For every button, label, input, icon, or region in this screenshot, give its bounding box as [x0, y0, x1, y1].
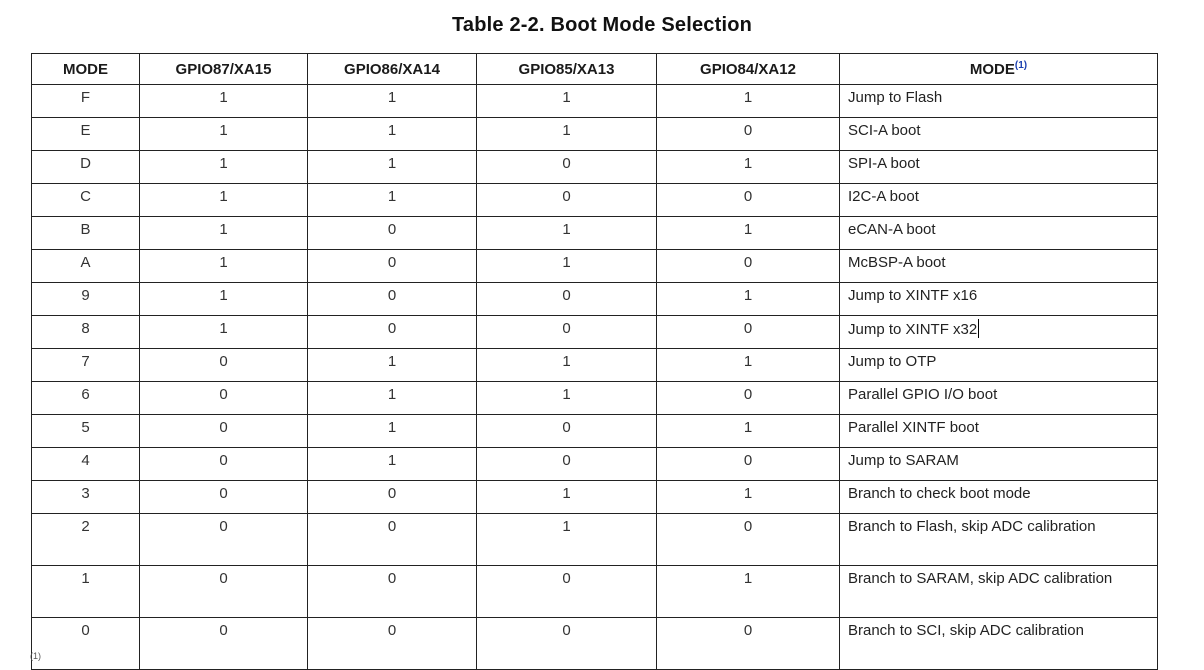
footnote-ref-link[interactable]: (1) — [1014, 59, 1028, 71]
table-row — [32, 349, 1158, 382]
cell-mode: 5 — [32, 415, 140, 448]
cell-gpio87: 1 — [140, 250, 308, 283]
cell-mode-description: Parallel XINTF boot — [840, 415, 1158, 448]
cell-mode: 3 — [32, 481, 140, 514]
cell-gpio87: 1 — [140, 283, 308, 316]
cell-gpio86: 0 — [308, 618, 477, 670]
cell-mode: 8 — [32, 316, 140, 349]
cell-mode: 1 — [32, 566, 140, 618]
cell-gpio85: 0 — [477, 184, 657, 217]
table-row — [32, 481, 1158, 514]
table-row — [32, 151, 1158, 184]
table-row — [32, 316, 1158, 349]
cell-gpio85: 1 — [477, 118, 657, 151]
cell-mode: D — [32, 151, 140, 184]
cell-gpio86: 1 — [308, 184, 477, 217]
cell-mode-description: Parallel GPIO I/O boot — [840, 382, 1158, 415]
cell-gpio84: 1 — [657, 415, 840, 448]
cell-mode: 9 — [32, 283, 140, 316]
cell-mode-description: Branch to SCI, skip ADC calibration — [840, 618, 1158, 670]
cell-gpio85: 1 — [477, 85, 657, 118]
cell-gpio85: 0 — [477, 316, 657, 349]
table-row — [32, 184, 1158, 217]
text-cursor — [978, 319, 979, 338]
cell-gpio85: 1 — [477, 481, 657, 514]
cell-gpio84: 0 — [657, 448, 840, 481]
cell-mode-description: Branch to Flash, skip ADC calibration — [840, 514, 1158, 566]
cell-gpio84: 1 — [657, 566, 840, 618]
cell-gpio87: 0 — [140, 448, 308, 481]
cell-gpio87: 0 — [140, 481, 308, 514]
table-row — [32, 415, 1158, 448]
table-row — [32, 448, 1158, 481]
cell-gpio87: 0 — [140, 415, 308, 448]
header-row — [32, 54, 1158, 85]
cell-mode-description: SPI-A boot — [840, 151, 1158, 184]
header-gpio84: GPIO84/XA12 — [657, 54, 840, 85]
cell-gpio84: 0 — [657, 618, 840, 670]
cell-gpio87: 0 — [140, 514, 308, 566]
cell-mode-description: McBSP-A boot — [840, 250, 1158, 283]
cell-mode-description: Branch to SARAM, skip ADC calibration — [840, 566, 1158, 618]
cell-gpio85: 0 — [477, 618, 657, 670]
cell-gpio84: 0 — [657, 184, 840, 217]
cell-gpio84: 1 — [657, 349, 840, 382]
table-row — [32, 118, 1158, 151]
cell-gpio87: 1 — [140, 85, 308, 118]
header-gpio86: GPIO86/XA14 — [308, 54, 477, 85]
header-gpio85: GPIO85/XA13 — [477, 54, 657, 85]
cell-gpio84: 0 — [657, 382, 840, 415]
cell-gpio84: 0 — [657, 250, 840, 283]
cell-gpio85: 1 — [477, 514, 657, 566]
cell-mode-description: I2C-A boot — [840, 184, 1158, 217]
table-row — [32, 566, 1158, 618]
cell-gpio85: 1 — [477, 217, 657, 250]
table-row — [32, 85, 1158, 118]
cell-gpio85: 0 — [477, 283, 657, 316]
cell-mode-description: Jump to SARAM — [840, 448, 1158, 481]
cell-mode-description: Jump to OTP — [840, 349, 1158, 382]
cell-gpio85: 0 — [477, 566, 657, 618]
cell-gpio86: 1 — [308, 118, 477, 151]
cell-gpio84: 1 — [657, 217, 840, 250]
cell-mode-description: Jump to Flash — [840, 85, 1158, 118]
cell-gpio87: 0 — [140, 382, 308, 415]
cell-gpio86: 0 — [308, 250, 477, 283]
cell-gpio86: 1 — [308, 349, 477, 382]
table-row — [32, 250, 1158, 283]
cell-gpio85: 0 — [477, 448, 657, 481]
cell-gpio87: 1 — [140, 316, 308, 349]
cell-gpio86: 1 — [308, 448, 477, 481]
cell-gpio84: 1 — [657, 151, 840, 184]
table-row — [32, 283, 1158, 316]
cell-gpio86: 0 — [308, 217, 477, 250]
boot-mode-table — [31, 53, 1158, 670]
header-mode: MODE — [32, 54, 140, 85]
cell-gpio86: 0 — [308, 481, 477, 514]
header-mode-description — [840, 54, 1158, 85]
cell-mode-description: Jump to XINTF x16 — [840, 283, 1158, 316]
cell-gpio87: 1 — [140, 151, 308, 184]
cell-mode-description: Jump to XINTF x32 — [840, 316, 1158, 349]
cell-gpio84: 0 — [657, 514, 840, 566]
cell-gpio87: 1 — [140, 217, 308, 250]
cell-mode: F — [32, 85, 140, 118]
cell-gpio85: 1 — [477, 382, 657, 415]
cell-mode-description: eCAN-A boot — [840, 217, 1158, 250]
cell-mode: C — [32, 184, 140, 217]
cell-gpio86: 0 — [308, 514, 477, 566]
table-row — [32, 382, 1158, 415]
cell-gpio84: 1 — [657, 481, 840, 514]
table-row — [32, 217, 1158, 250]
cell-mode: 2 — [32, 514, 140, 566]
cell-mode-description: SCI-A boot — [840, 118, 1158, 151]
cell-gpio87: 0 — [140, 349, 308, 382]
cell-mode: B — [32, 217, 140, 250]
cell-mode: 6 — [32, 382, 140, 415]
cell-gpio85: 1 — [477, 250, 657, 283]
table-row — [32, 618, 1158, 670]
cell-gpio85: 1 — [477, 349, 657, 382]
cell-gpio84: 0 — [657, 118, 840, 151]
header-gpio87: GPIO87/XA15 — [140, 54, 308, 85]
footnote-marker: (1) — [30, 651, 41, 661]
cell-gpio86: 0 — [308, 283, 477, 316]
cell-gpio86: 1 — [308, 415, 477, 448]
cell-gpio85: 0 — [477, 151, 657, 184]
cell-mode: 4 — [32, 448, 140, 481]
cell-mode: A — [32, 250, 140, 283]
cell-mode-description: Branch to check boot mode — [840, 481, 1158, 514]
cell-mode: 0 — [32, 618, 140, 670]
cell-gpio86: 1 — [308, 85, 477, 118]
cell-gpio86: 0 — [308, 566, 477, 618]
cell-gpio85: 0 — [477, 415, 657, 448]
cell-gpio87: 0 — [140, 566, 308, 618]
cell-mode: 7 — [32, 349, 140, 382]
cell-gpio84: 1 — [657, 283, 840, 316]
cell-gpio87: 1 — [140, 118, 308, 151]
cell-mode: E — [32, 118, 140, 151]
table-title: Table 2-2. Boot Mode Selection — [451, 14, 753, 36]
cell-gpio86: 0 — [308, 316, 477, 349]
cell-gpio84: 1 — [657, 85, 840, 118]
cell-gpio86: 1 — [308, 151, 477, 184]
cell-gpio84: 0 — [657, 316, 840, 349]
header-mode-description-label: MODE — [969, 60, 1015, 78]
cell-gpio87: 0 — [140, 618, 308, 670]
cell-gpio86: 1 — [308, 382, 477, 415]
table-row — [32, 514, 1158, 566]
cell-gpio87: 1 — [140, 184, 308, 217]
